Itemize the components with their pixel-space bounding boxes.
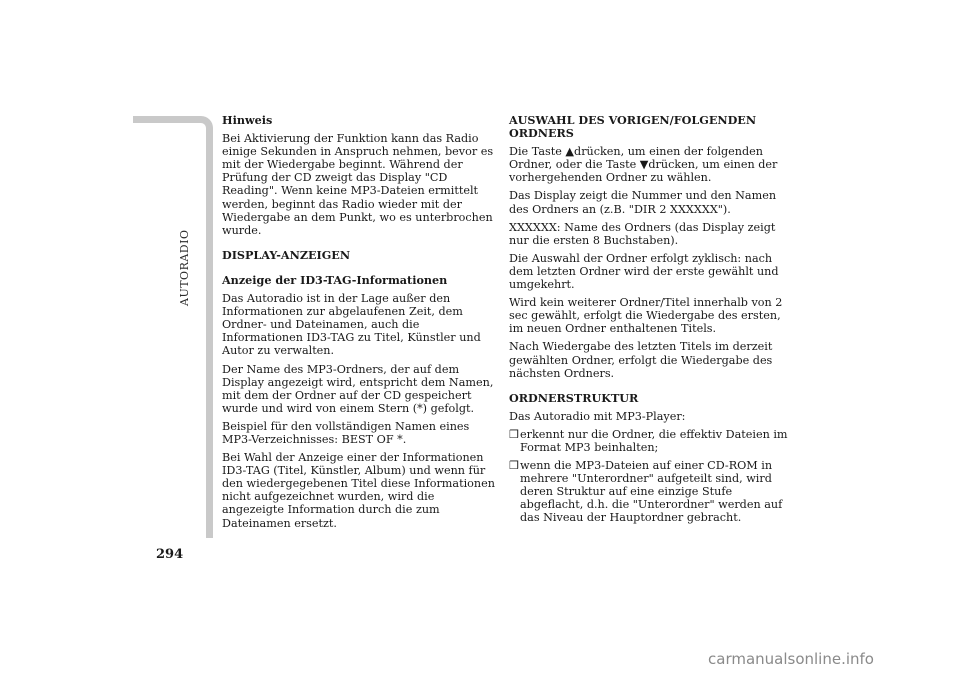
paragraph: XXXXXX: Name des Ordners (das Display zeigt nur die ersten 8 Buchstaben). <box>509 220 776 247</box>
paragraph: Wird kein weiterer Ordner/Titel innerhalb von 2 sec gewählt, erfolgt die Wiedergabe des ersten, im neuen Ordner enthaltenen Titels. <box>509 296 783 336</box>
list-item-text: erkennt nur die Ordner, die effektiv Dateien im Format MP3 beinhalten; <box>520 427 788 454</box>
structure-intro: Das Autoradio mit MP3-Player: <box>509 409 686 423</box>
taste-intro: Die Taste <box>509 145 562 159</box>
paragraph: Die Auswahl der Ordner erfolgt zyklisch: nach dem letzten Ordner wird der erste gewählt und umgekehrt. <box>509 251 779 292</box>
list-item-text: wenn die MP3-Dateien auf einer CD-ROM in mehrere "Unterordner" aufgeteilt sind, wird deren Struktur auf eine einzige Stufe abgeflacht, d.h. die "Unterordner" werden auf das Niveau der Hauptordner gebracht. <box>520 459 783 525</box>
taste-paragraph <box>509 145 789 184</box>
paragraph: Der Name des MP3-Ordners, der auf dem Display angezeigt wird, entspricht dem Namen, mit dem der Ordner auf der CD gespeichert wurde und wird von einem Stern (*) gefolgt. <box>222 362 494 415</box>
paragraph: Das Display zeigt die Nummer und den Namen des Ordners an (z.B. "DIR 2 XXXXXX"). <box>509 189 777 216</box>
down-arrow-icon: ▼ <box>639 158 649 172</box>
structure-heading: ORDNERSTRUKTUR <box>509 390 639 405</box>
page-margin-bar <box>133 116 213 538</box>
list-item <box>509 428 789 454</box>
paragraph: Bei Wahl der Anzeige einer der Informationen ID3-TAG (Titel, Künstler, Album) und wenn für den wiedergegebenen Titel diese Informationen nicht aufgezeichnet wurden, wird die angezeigte Information durch die zum Dateinamen ersetzt. <box>222 451 495 530</box>
checkbox-bullet-icon: ❒ <box>509 459 520 473</box>
folder-heading: AUSWAHL DES VORIGEN/FOLGENDEN ORDNERS <box>509 113 757 141</box>
checkbox-bullet-icon: ❒ <box>509 427 520 441</box>
watermark: carmanualsonline.info <box>708 650 874 668</box>
display-heading: DISPLAY-ANZEIGEN <box>222 247 351 262</box>
right-column <box>509 114 789 530</box>
left-column <box>222 114 498 535</box>
id3-heading: Anzeige der ID3-TAG-Informationen <box>222 272 448 287</box>
up-arrow-icon: ▲ <box>565 145 575 159</box>
paragraph: Beispiel für den vollständigen Namen eines MP3-Verzeichnisses: BEST OF *. <box>222 419 470 446</box>
taste-end: drücken, um einen der vorhergehenden Ordner zu wählen. <box>509 158 778 185</box>
page-number: 294 <box>156 547 184 562</box>
structure-list <box>509 428 789 525</box>
paragraph: Nach Wiedergabe des letzten Titels im derzeit gewählten Ordner, erfolgt die Wiedergabe des nächsten Ordners. <box>509 340 773 380</box>
taste-mid: drücken, um einen der folgenden Ordner, oder die Taste <box>509 145 764 172</box>
list-item <box>509 459 789 524</box>
section-label: AUTORADIO <box>178 229 191 306</box>
paragraph: Das Autoradio ist in der Lage außer den Informationen zur abgelaufenen Zeit, dem Ordner- und Dateinamen, auch die Informationen ID3-TAG zu Titel, Künstler und Autor zu verwalten. <box>222 292 481 358</box>
note-heading: Hinweis <box>222 113 273 127</box>
note-text: Bei Aktivierung der Funktion kann das Radio einige Sekunden in Anspruch nehmen, bevor es mit der Wiedergabe beginnt. Während der Prüfung der CD zweigt das Display "CD Reading". Wenn keine MP3-Dateien ermittelt werden, beginnt das Radio wieder mit der Wiedergabe an dem Punkt, wo es unterbrochen wurde. <box>222 132 494 237</box>
